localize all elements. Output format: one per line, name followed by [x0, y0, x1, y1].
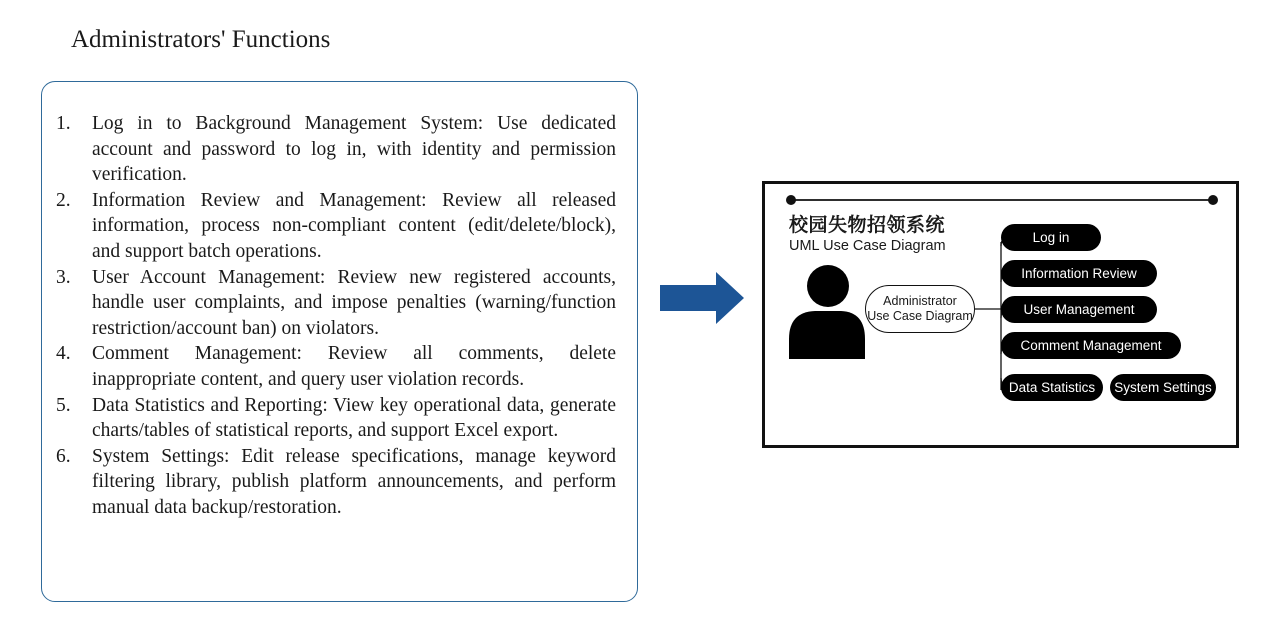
- actor-node: [865, 285, 975, 333]
- function-item: [56, 393, 616, 444]
- user-icon: [789, 265, 865, 359]
- functions-box: [41, 81, 638, 602]
- use-case-data-statistics: Data Statistics: [1001, 374, 1103, 401]
- timeline-start-dot: [786, 195, 796, 205]
- use-case-comment-management: Comment Management: [1001, 332, 1181, 359]
- function-text: User Account Management: Review new registered accounts, handle user complaints, and impose penalties (warning/function restriction/account ban) on violators.: [92, 266, 616, 339]
- use-case-user-management: User Management: [1001, 296, 1157, 323]
- functions-list: [56, 111, 616, 521]
- page-title: Administrators' Functions: [71, 26, 331, 53]
- right-arrow-icon: [660, 272, 746, 324]
- function-number: 6.: [56, 445, 71, 467]
- diagram-subtitle: UML Use Case Diagram: [789, 238, 946, 254]
- function-text: System Settings: Edit release specifications, manage keyword filtering library, publish platform announcements, and perform manual data backup/restoration.: [92, 445, 616, 518]
- function-item: [56, 265, 616, 342]
- function-number: 1.: [56, 113, 71, 134]
- function-item: [56, 111, 616, 188]
- timeline-end-dot: [1208, 195, 1218, 205]
- use-case-system-settings: System Settings: [1110, 374, 1216, 401]
- function-number: 3.: [56, 266, 71, 288]
- function-item: [56, 341, 616, 392]
- use-case-information-review: Information Review: [1001, 260, 1157, 287]
- diagram-title: 校园失物招领系统: [789, 214, 946, 236]
- use-case-diagram: [762, 181, 1239, 448]
- use-case-login: Log in: [1001, 224, 1101, 251]
- function-item: [56, 444, 616, 521]
- function-number: 5.: [56, 394, 71, 416]
- function-number: 4.: [56, 343, 71, 365]
- function-text: Data Statistics and Reporting: View key operational data, generate charts/tables of statistical reports, and support Excel export.: [92, 394, 616, 442]
- function-text: Comment Management: Review all comments, delete inappropriate content, and query user violation records.: [92, 343, 616, 390]
- function-number: 2.: [56, 189, 71, 211]
- function-text: Log in to Background Management System: Use dedicated account and password to log in, with identity and permission verification.: [92, 113, 616, 186]
- function-text: Information Review and Management: Review all released information, process non-compliant content (edit/delete/block), and support batch operations.: [92, 189, 616, 262]
- function-item: [56, 188, 616, 265]
- actor-label: Administrator Use Case Diagram: [867, 294, 973, 323]
